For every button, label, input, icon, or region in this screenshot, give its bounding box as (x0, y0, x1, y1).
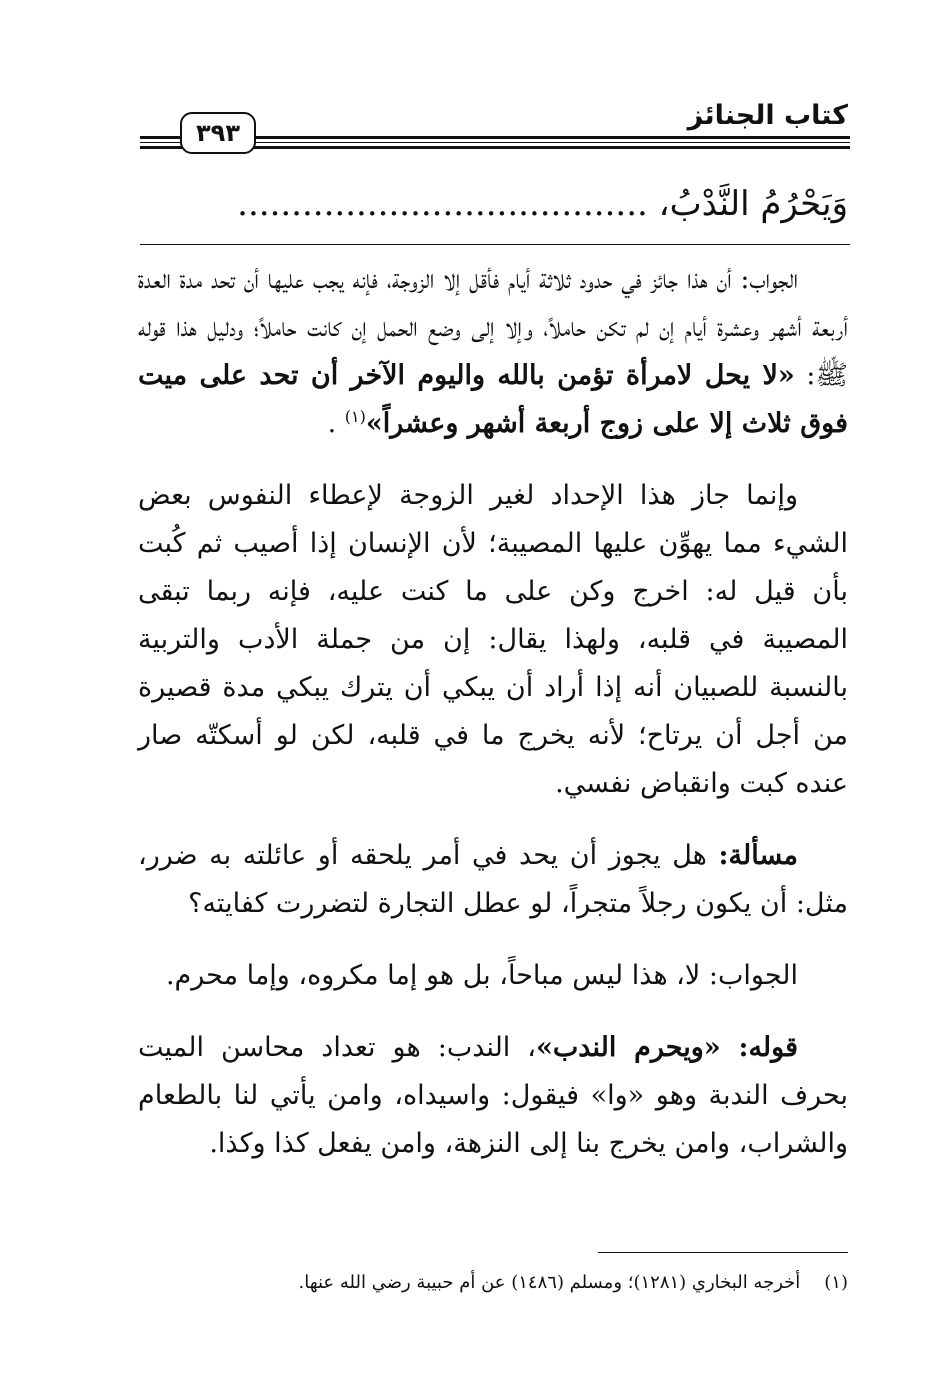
quote-label: قوله: «ويحرم الندب» (536, 1032, 798, 1063)
paragraph-answer-mourning (138, 256, 848, 448)
hadith-end: . (327, 408, 337, 439)
matn-text: وَيَحْرُمُ النَّدْبُ، (658, 184, 848, 224)
hadith-quote: «لا يحل لامرأة تؤمن بالله واليوم الآخر أن تحد على ميت فوق ثلاث إلا على زوج أربعة أشهر وعشراً» (138, 360, 848, 439)
matn-line (138, 178, 848, 230)
body-text (138, 256, 848, 1192)
paragraph-answer: الجواب: لا، هذا ليس مباحاً، بل هو إما مكروه، وإما محرم. (165, 960, 798, 991)
footnote-marker: (١) (824, 1272, 848, 1293)
question-label: مسألة: (718, 840, 798, 871)
paragraph-explanation: وإنما جاز هذا الإحداد لغير الزوجة لإعطاء النفوس بعض الشيء مما يهوِّن عليها المصيبة؛ لأن الإنسان إذا أصيب ثم كُبت بأن قيل له: اخرج وكن على ما كنت عليه، فإنه ربما تبقى المصيبة في قلبه، ولهذا يقال: إن من جملة الأدب والتربية بالنسبة للصبيان أنه إذا أراد أن يبكي أن يترك يبكي مدة قصيرة من أجل أن يرتاح؛ لأنه يخرج ما في قلبه، لكن لو أسكتّه صار عنده كبت وانقباض نفسي. (138, 480, 848, 799)
nadb-text: ، الندب: هو تعداد محاسن الميت بحرف الندبة وهو «وا» فيقول: واسيداه، وامن يأتي لنا بالطعام والشراب، وامن يخرج بنا إلى النزهة، وامن يفعل كذا وكذا. (138, 1032, 848, 1159)
answer-intro: الجواب: أن هذا جائز في حدود ثلاثة أيام فأقل إلا الزوجة، فإنه يجب عليها أن تحد مدة العدة أربعة أشهر وعشرة أيام إن لم تكن حاملاً، وإلا إلى وضع الحمل إن كانت حاملاً؛ ودليل هذا قوله ﷺ: (138, 264, 848, 391)
paragraph-nadb (138, 1024, 848, 1168)
footnote (138, 1268, 848, 1298)
paragraph-question (138, 832, 848, 928)
question-text: هل يجوز أن يحد في أمر يلحقه أو عائلته به ضرر، مثل: أن يكون رجلاً متجراً، لو عطل التجارة لتضررت كفايته؟ (138, 840, 848, 919)
matn-separator (140, 244, 850, 245)
matn-dots: ...................................... (237, 184, 648, 224)
footnote-separator (598, 1252, 848, 1253)
footnote-reference: (١) (344, 407, 366, 426)
page-number-box: ٣٩٣ (180, 112, 256, 154)
footnote-text: أخرجه البخاري (١٢٨١)؛ ومسلم (١٤٨٦) عن أم حبيبة رضي الله عنها. (298, 1272, 801, 1293)
running-header-title: كتاب الجنائز (687, 100, 848, 131)
